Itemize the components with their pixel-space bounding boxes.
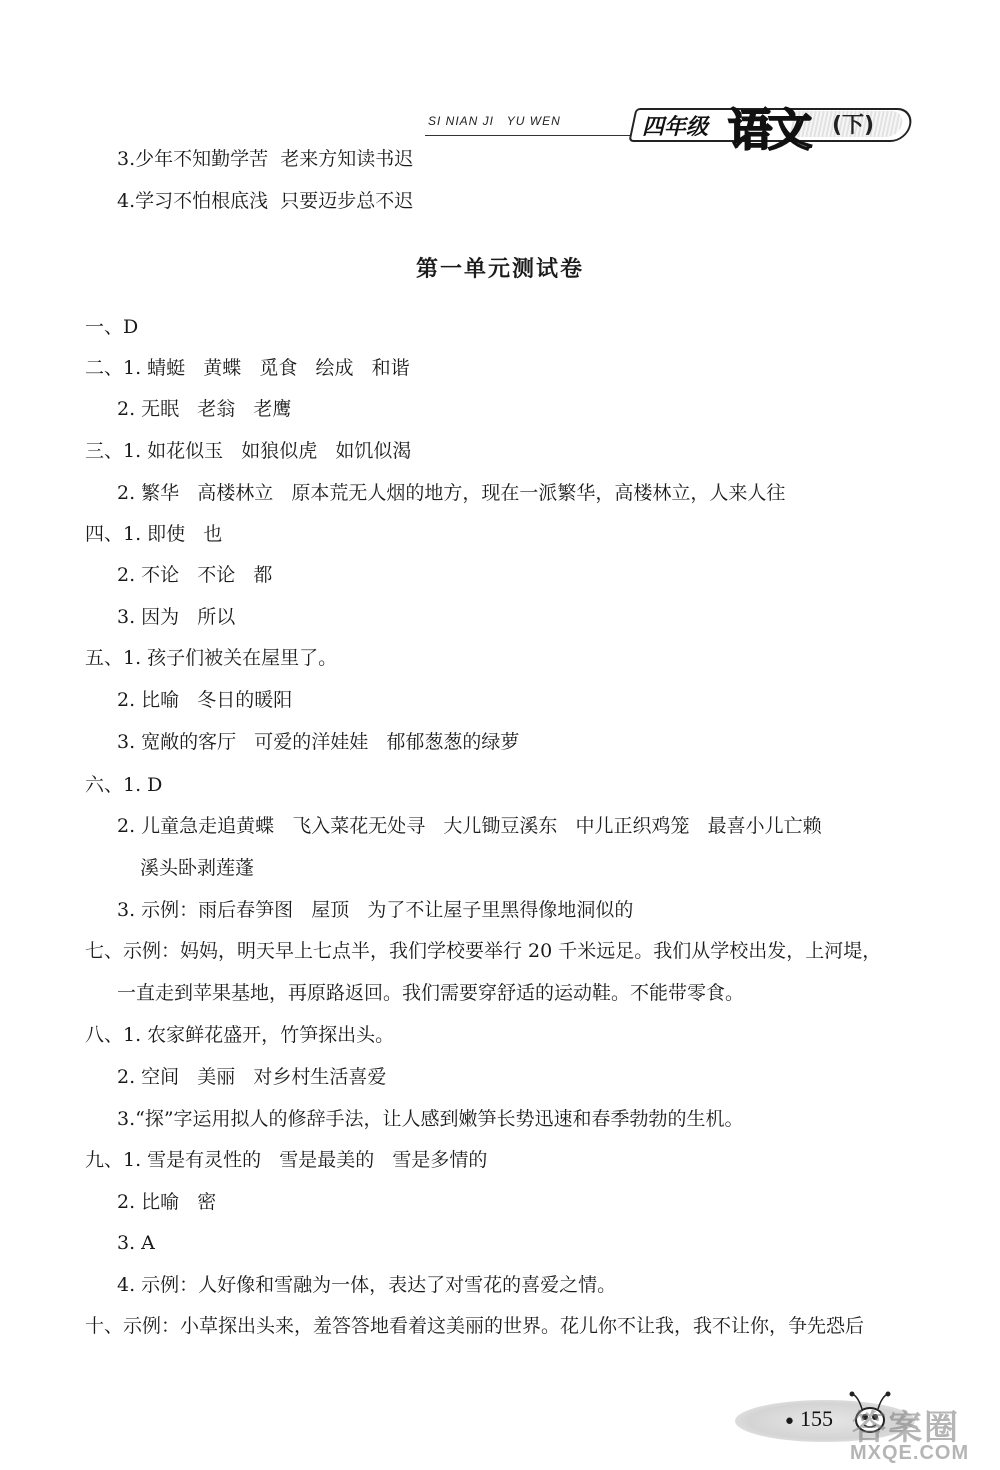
watermark — [840, 1400, 1000, 1470]
answer-line: 三、1. 如花似玉 如狼似虎 如饥似渴 — [85, 440, 412, 462]
answer-line: 2. 空间 美丽 对乡村生活喜爱 — [117, 1066, 387, 1088]
answer-line: 九、1. 雪是有灵性的 雪是最美的 雪是多情的 — [85, 1149, 488, 1171]
answer-line: 3. 因为 所以 — [117, 606, 236, 628]
answer-line: 十、示例：小草探出头来，羞答答地看着这美丽的世界。花儿你不让我，我不让你，争先恐后 — [85, 1315, 865, 1337]
answer-line: 2. 无眠 老翁 老鹰 — [117, 398, 292, 420]
answer-line: 六、1. D — [85, 774, 163, 796]
logo-volume: (下) — [832, 113, 875, 138]
section-title: 第一单元测试卷 — [415, 257, 584, 282]
page-number: 155 — [800, 1406, 833, 1431]
answer-line: 溪头卧剥莲蓬 — [140, 857, 255, 879]
answer-line: 4. 示例：人好像和雪融为一体，表达了对雪花的喜爱之情。 — [117, 1274, 617, 1296]
answer-line: 一、D — [85, 316, 139, 338]
answer-line: 一直走到苹果基地，再原路返回。我们需要穿舒适的运动鞋。不能带零食。 — [117, 982, 745, 1004]
logo-subject: 语文 — [728, 105, 808, 156]
watermark-url: MXQE.COM — [850, 1442, 970, 1464]
header-rule — [425, 135, 640, 136]
answer-line: 2. 儿童急走追黄蝶 飞入菜花无处寻 大儿锄豆溪东 中儿正织鸡笼 最喜小儿亡赖 — [117, 815, 822, 837]
answer-line: 3.“探”字运用拟人的修辞手法，让人感到嫩笋长势迅速和春季勃勃的生机。 — [117, 1108, 744, 1130]
answer-line: 2. 比喻 密 — [117, 1191, 217, 1213]
logo-grade: 四年级 — [642, 115, 709, 140]
answer-line: 四、1. 即使 也 — [85, 523, 223, 545]
watermark-text: 答案圈 — [852, 1409, 960, 1447]
answer-line: 3. 示例：雨后春笋图 屋顶 为了不让屋子里黑得像地洞似的 — [117, 899, 634, 921]
answer-line: 3. 宽敞的客厅 可爱的洋娃娃 郁郁葱葱的绿萝 — [117, 731, 520, 753]
answer-line: 3. A — [117, 1232, 155, 1254]
answer-line: 二、1. 蜻蜓 黄蝶 觅食 绘成 和谐 — [85, 357, 410, 379]
answer-line: 2. 不论 不论 都 — [117, 564, 273, 586]
header-pinyin: SI NIAN JI YU WEN — [428, 114, 561, 128]
page-dot: • — [783, 1410, 796, 1435]
answer-line: 八、1. 农家鲜花盛开，竹笋探出头。 — [85, 1024, 395, 1046]
answer-line: 2. 繁华 高楼林立 原本荒无人烟的地方，现在一派繁华，高楼林立，人来人往 — [117, 482, 786, 504]
answer-line: 五、1. 孩子们被关在屋里了。 — [85, 647, 338, 669]
text-line: 4.学习不怕根底浅 只要迈步总不迟 — [117, 190, 414, 212]
text-line: 3.少年不知勤学苦 老来方知读书迟 — [117, 148, 414, 170]
answer-line: 七、示例：妈妈，明天早上七点半，我们学校要举行 20 千米远足。我们从学校出发，上河堤， — [85, 940, 882, 962]
answer-line: 2. 比喻 冬日的暖阳 — [117, 689, 293, 711]
book-logo — [632, 100, 912, 156]
